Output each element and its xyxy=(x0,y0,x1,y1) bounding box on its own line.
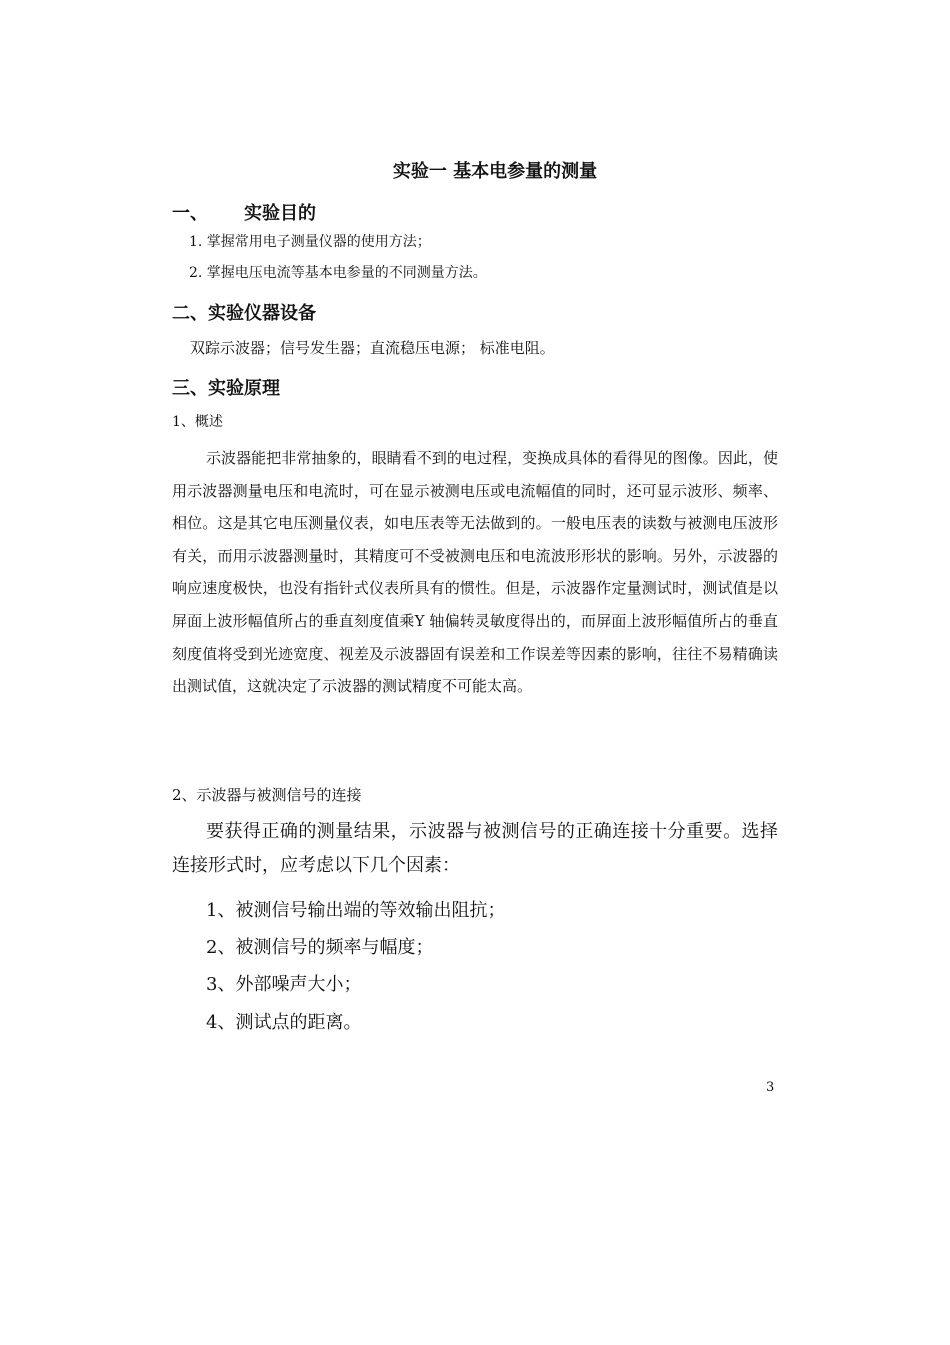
section-1-heading xyxy=(172,199,316,225)
section-1-number: 一、 xyxy=(172,203,208,224)
equipment-list: 双踪示波器；信号发生器；直流稳压电源； 标准电阻。 xyxy=(190,339,555,357)
overview-paragraph: 示波器能把非常抽象的，眼睛看不到的电过程，变换成具体的看得见的图像。因此，使用示波器测量电压和电流时，可在显示被测电压或电流幅值的同时，还可显示波形、频率、相位。这是其它电压测量仪表，如电压表等无法做到的。一般电压表的读数与被测电压波形有关，而用示波器测量时，其精度可不受被测电压和电流波形形状的影响。另外，示波器的响应速度极快，也没有指针式仪表所具有的惯性。但是，示波器作定量测试时，测试值是以屏面上波形幅值所占的垂直刻度值乘Y 轴偏转灵敏度得出的，而屏面上波形幅值所占的垂直刻度值将受到光迹宽度、视差及示波器固有误差和工作误差等因素的影响，往往不易精确读出测试值，这就决定了示波器的测试精度不可能太高。 xyxy=(172,449,778,696)
factor-item-1: 1、被测信号输出端的等效输出阻抗； xyxy=(206,900,506,921)
connection-paragraph: 要获得正确的测量结果，示波器与被测信号的正确连接十分重要。选择连接形式时，应考虑以下几个因素： xyxy=(172,821,778,876)
objective-item-2: 2. 掌握电压电流等基本电参量的不同测量方法。 xyxy=(189,265,487,281)
factor-item-4: 4、测试点的距离。 xyxy=(206,1012,362,1033)
subsection-overview: 1、概述 xyxy=(172,414,223,430)
page-number: 3 xyxy=(766,1080,775,1095)
page-title: 实验一 基本电参量的测量 xyxy=(392,161,598,182)
section-1-title: 实验目的 xyxy=(244,203,316,224)
section-2-heading: 二、实验仪器设备 xyxy=(172,303,316,324)
subsection-connection: 2、示波器与被测信号的连接 xyxy=(172,786,362,804)
objective-item-1: 1. 掌握常用电子测量仪器的使用方法； xyxy=(189,234,431,250)
factor-item-2: 2、被测信号的频率与幅度； xyxy=(206,937,434,958)
factor-item-3: 3、外部噪声大小； xyxy=(206,974,362,995)
section-3-heading: 三、实验原理 xyxy=(172,378,280,399)
